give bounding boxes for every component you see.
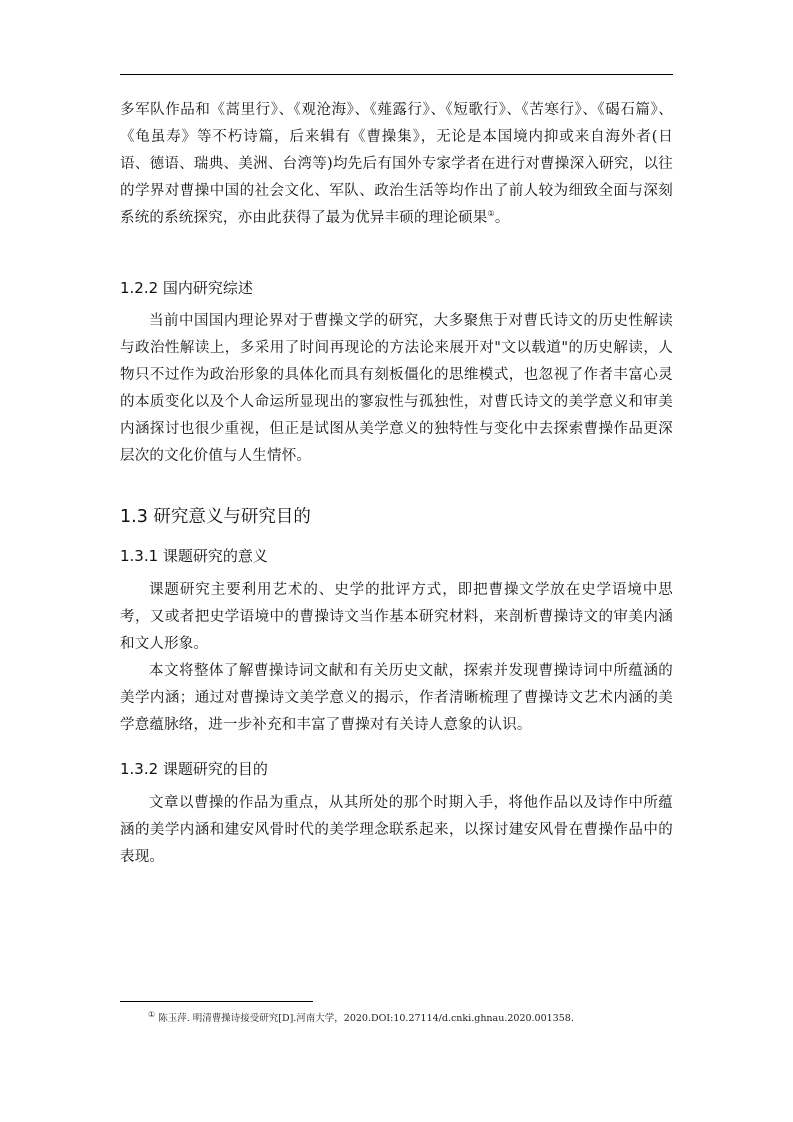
paragraph-text: 多军队作品和《蒿里行》、《观沧海》、《薤露行》、《短歌行》、《苦寒行》、《碣石篇》、《龟虽寿》等不朽诗篇，后来辑有《曹操集》，无论是本国境内抑或来自海外者(日语、德语、瑞典、美洲、台湾等)均先后有国外专家学者在进行对曹操深入研究，以往的学界对曹操中国的社会文化、军队、政治生活等均作出了前人较为细致全面与深刻系统的系统探究，亦由此获得了最为优异丰硕的理论硕果 — [120, 102, 673, 226]
footnote-mark: ① — [148, 1009, 156, 1019]
footnote-text: 陈玉萍. 明清曹操诗接受研究[D].河南大学，2020.DOI:10.27114/d.cnki.ghnau.2020.001358. — [158, 1013, 574, 1024]
paragraph-intro-continued — [120, 97, 673, 232]
footnote-reference[interactable]: ① — [487, 209, 495, 219]
footnote — [148, 1009, 688, 1026]
heading-1-3-2: 1.3.2 课题研究的目的 — [120, 760, 268, 778]
header-rule — [120, 74, 673, 75]
paragraph-research-significance-1: 课题研究主要利用艺术的、史学的批评方式，即把曹操文学放在史学语境中思考，又或者把史学语境中的曹操诗文当作基本研究材料，来剖析曹操诗文的审美内涵和文人形象。 — [120, 582, 673, 652]
heading-1-2-2: 1.2.2 国内研究综述 — [120, 279, 253, 297]
heading-1-3: 1.3 研究意义与研究目的 — [120, 507, 311, 527]
paragraph-domestic-research: 当前中国国内理论界对于曹操文学的研究，大多聚焦于对曹氏诗文的历史性解读与政治性解读上，多采用了时间再现论的方法论来展开对"文以载道"的历史解读，人物只不过作为政治形象的具体化而具有刻板僵化的思维模式，也忽视了作者丰富心灵的本质变化以及个人命运所显现出的寥寂性与孤独性，对曹氏诗文的美学意义和审美内涵探讨也很少重视，但正是试图从美学意义的独特性与变化中去探索曹操作品更深层次的文化价值与人生情怀。 — [120, 313, 673, 464]
paragraph-end: 。 — [494, 210, 510, 226]
footnote-rule — [120, 1001, 313, 1002]
heading-1-3-1: 1.3.1 课题研究的意义 — [120, 547, 268, 565]
paragraph-research-significance-2: 本文将整体了解曹操诗词文献和有关历史文献，探索并发现曹操诗词中所蕴涵的美学内涵；通过对曹操诗文美学意义的揭示，作者清晰梳理了曹操诗文艺术内涵的美学意蕴脉络，进一步补充和丰富了曹操对有关诗人意象的认识。 — [120, 663, 673, 733]
paragraph-research-purpose: 文章以曹操的作品为重点，从其所处的那个时期入手，将他作品以及诗作中所蕴涵的美学内涵和建安风骨时代的美学理念联系起来，以探讨建安风骨在曹操作品中的表现。 — [120, 795, 673, 865]
